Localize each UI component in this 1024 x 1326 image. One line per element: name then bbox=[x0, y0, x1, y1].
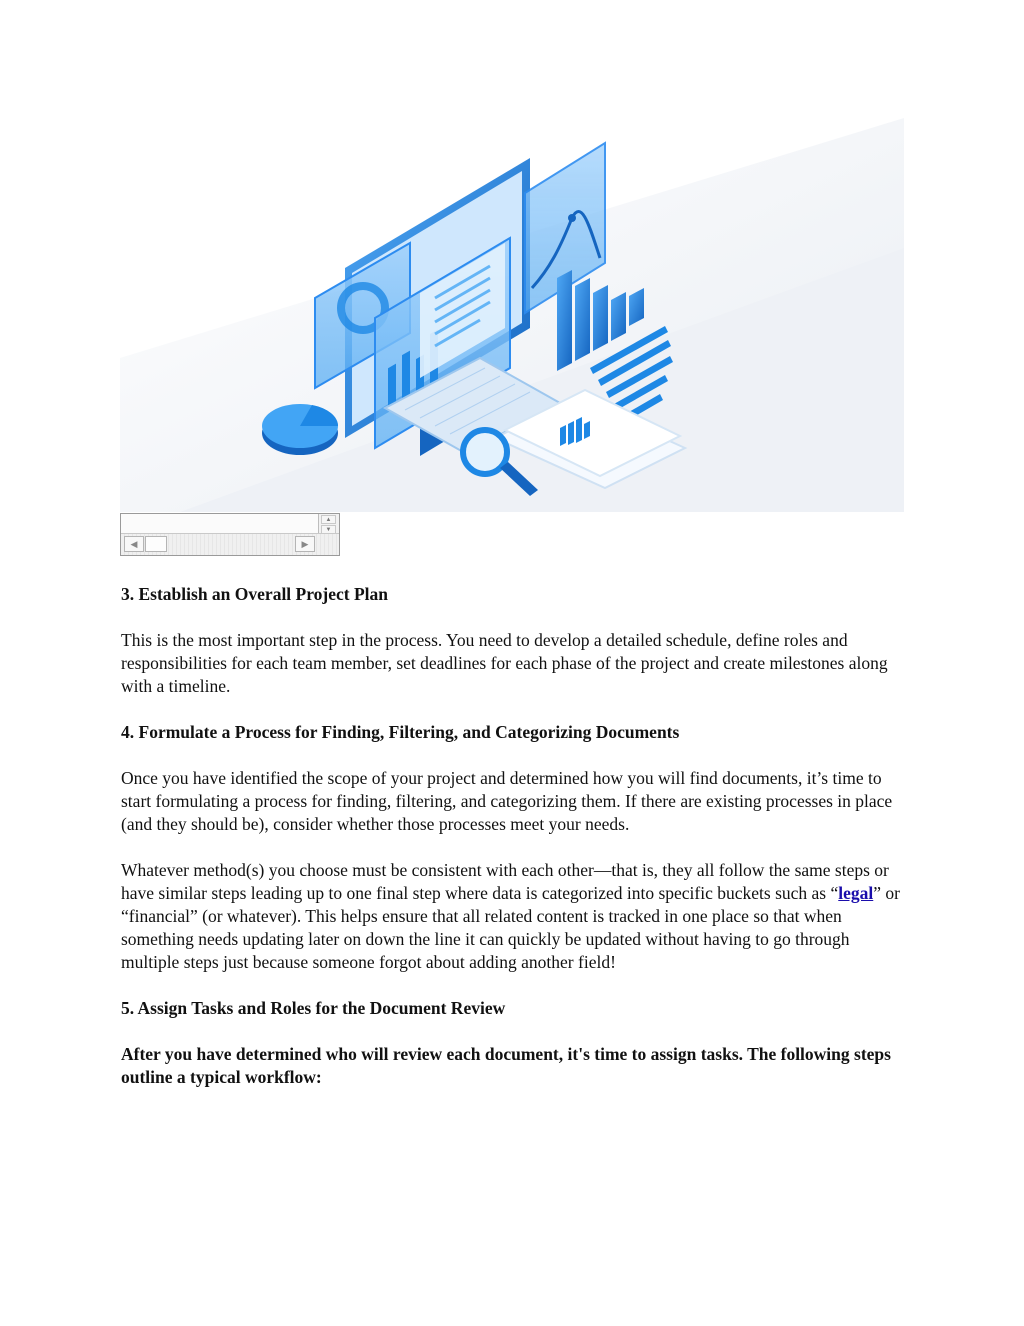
section-5-paragraph: After you have determined who will review each document, it's time to assign tasks. The following steps outline a typical workflow: bbox=[121, 1044, 891, 1087]
legal-link[interactable]: legal bbox=[838, 883, 874, 903]
section-4-paragraph-2 bbox=[121, 859, 911, 974]
section-heading-5: 5. Assign Tasks and Roles for the Document Review bbox=[121, 998, 506, 1018]
section-heading-3: 3. Establish an Overall Project Plan bbox=[121, 584, 389, 604]
scroll-right-icon[interactable]: ▶ bbox=[295, 536, 315, 552]
embedded-scroll-frame[interactable] bbox=[120, 513, 340, 556]
section-4-paragraph-1: Once you have identified the scope of your project and determined how you will find documents, it’s time to start formulating a process for finding, filtering, and categorizing them. If there are existing processes in place (and they should be), consider whether those processes meet your needs. bbox=[121, 768, 893, 834]
section-3-paragraph: This is the most important step in the process. You need to develop a detailed schedule, define roles and responsibilities for each team member, set deadlines for each phase of the project and create milestones along with a timeline. bbox=[121, 630, 888, 696]
data-analytics-illustration bbox=[120, 118, 904, 512]
scrollbar-thumb[interactable] bbox=[145, 536, 167, 552]
paragraph-text: Whatever method(s) you choose must be consistent with each other—that is, they all follow the same steps or have similar steps leading up to one final step where data is categorized into specific buckets such as “ bbox=[121, 860, 889, 903]
scroll-left-icon[interactable]: ◀ bbox=[124, 536, 144, 552]
section-heading-4: 4. Formulate a Process for Finding, Filtering, and Categorizing Documents bbox=[121, 722, 680, 742]
paragraph-text: ” or “financial” (or whatever). This helps ensure that all related content is tracked in one place so that when something needs updating later on down the line it can quickly be updated without having to go through multiple steps just because someone forgot about adding another field! bbox=[121, 883, 900, 972]
article-body bbox=[121, 583, 911, 1112]
scroll-down-icon[interactable]: ▼ bbox=[321, 525, 336, 534]
scroll-up-icon[interactable]: ▲ bbox=[321, 515, 336, 524]
horizontal-scrollbar[interactable] bbox=[121, 533, 339, 555]
